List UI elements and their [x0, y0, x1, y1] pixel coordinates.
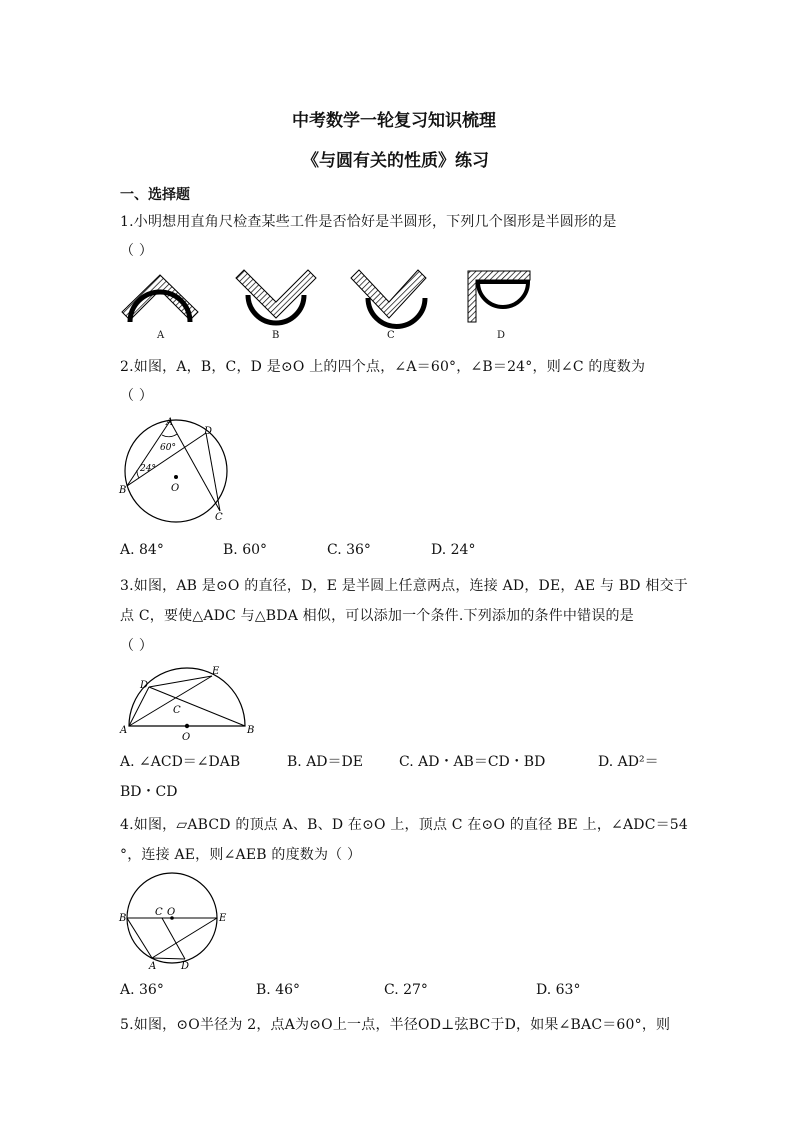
- q2-point-d: D: [204, 426, 213, 437]
- q2-option-b[interactable]: B. 60°: [223, 542, 268, 558]
- q3-text-line3: （ ）: [120, 638, 154, 654]
- q1-label-d: D: [497, 330, 506, 341]
- q3-option-a[interactable]: A. ∠ACD＝∠DAB: [120, 754, 241, 770]
- q1-text-line1: 1.小明想用直角尺检查某些工件是否恰好是半圆形，下列几个图形是半圆形的是: [120, 214, 617, 230]
- q4-point-e: E: [219, 913, 227, 924]
- section-heading: 一、选择题: [120, 187, 190, 203]
- q2-angle-a: 60°: [160, 443, 176, 453]
- q3-point-b: B: [247, 725, 255, 736]
- q2-text-line1: 2.如图，A，B，C，D 是⊙O 上的四个点，∠A＝60°，∠B＝24°，则∠C 的度数为: [120, 359, 646, 375]
- doc-title: 中考数学一轮复习知识梳理: [292, 111, 496, 131]
- q2-text-line2: （ ）: [120, 388, 154, 404]
- q2-option-c[interactable]: C. 36°: [327, 542, 371, 558]
- q4-option-d[interactable]: D. 63°: [536, 982, 581, 998]
- q3-option-c[interactable]: C. AD・AB＝CD・BD: [399, 754, 546, 770]
- q5-text-line1: 5.如图，⊙O半径为 2，点A为⊙O上一点，半径OD⊥弦BC于D，如果∠BAC＝60°，则: [120, 1017, 671, 1033]
- q3-option-d-continued: BD・CD: [120, 784, 178, 800]
- q4-point-o: O: [167, 907, 176, 918]
- q3-point-d: D: [140, 680, 149, 691]
- q1-label-c: C: [387, 330, 395, 341]
- q2-point-c: C: [215, 512, 223, 523]
- q3-text-line1: 3.如图，AB 是⊙O 的直径，D，E 是半圆上任意两点，连接 AD，DE，AE 与 BD 相交于: [120, 578, 688, 594]
- q4-option-c[interactable]: C. 27°: [384, 982, 428, 998]
- q2-angle-b: 24°: [140, 464, 156, 474]
- q1-label-b: B: [272, 330, 280, 341]
- doc-subtitle: 《与圆有关的性质》练习: [302, 151, 489, 171]
- q4-text-line1: 4.如图，▱ABCD 的顶点 A、B、D 在⊙O 上，顶点 C 在⊙O 的直径 BE 上，∠ADC＝54: [120, 817, 689, 833]
- q3-point-e: E: [212, 666, 220, 677]
- q3-point-a: A: [120, 725, 128, 736]
- q3-option-b[interactable]: B. AD＝DE: [287, 754, 363, 770]
- q3-point-c: C: [173, 705, 181, 716]
- q4-text-line2: °，连接 AE，则∠AEB 的度数为（ ）: [120, 847, 362, 863]
- q4-point-b: B: [119, 913, 127, 924]
- q3-option-d[interactable]: D. AD²＝: [598, 754, 659, 770]
- q1-text-line2: （ ）: [120, 243, 154, 259]
- q1-label-a: A: [157, 330, 165, 341]
- q2-point-a: A: [166, 417, 174, 428]
- q4-option-b[interactable]: B. 46°: [256, 982, 301, 998]
- q4-point-c: C: [155, 907, 163, 918]
- q4-option-a[interactable]: A. 36°: [120, 982, 164, 998]
- q2-option-a[interactable]: A. 84°: [120, 542, 164, 558]
- q3-text-line2: 点 C，要使△ADC 与△BDA 相似，可以添加一个条件.下列添加的条件中错误的是: [120, 608, 634, 624]
- q3-point-o: O: [182, 732, 191, 743]
- q2-option-d[interactable]: D. 24°: [431, 542, 476, 558]
- q2-point-o: O: [171, 483, 180, 494]
- q4-point-a: A: [149, 961, 157, 972]
- q2-point-b: B: [119, 485, 127, 496]
- q4-point-d: D: [181, 961, 190, 972]
